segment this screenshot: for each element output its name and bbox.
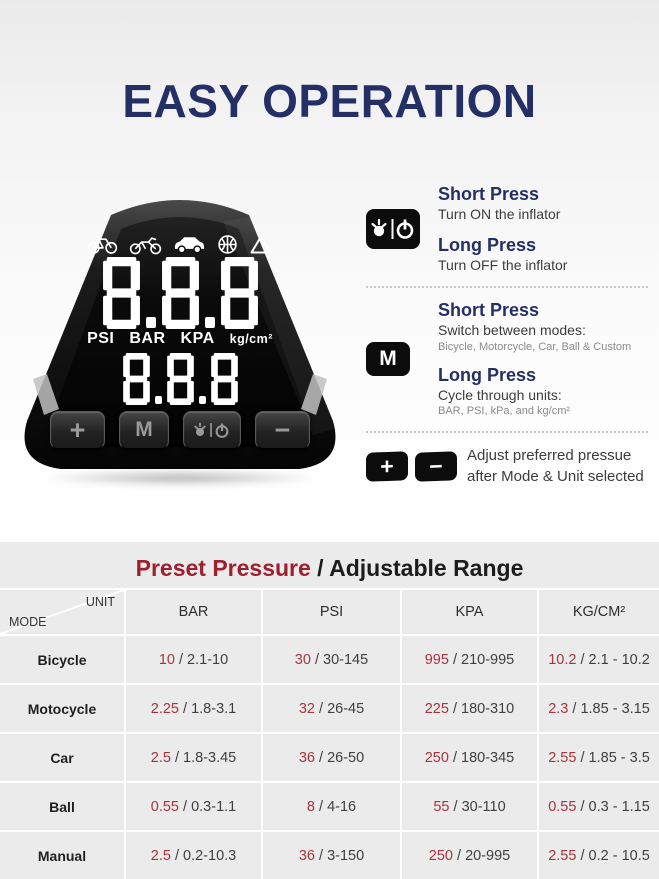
table-cell: 0.55 / 0.3-1.1 [124, 781, 261, 830]
device-button-row [15, 411, 345, 449]
dotted-divider [366, 286, 648, 288]
minus-button-icon [415, 451, 457, 481]
table-cell: 250 / 180-345 [400, 732, 537, 781]
device-mode-icons [15, 233, 345, 255]
m-glyph: M [379, 347, 397, 371]
table-cell: 2.5 / 1.8-3.45 [124, 732, 261, 781]
device-display-large [15, 257, 345, 329]
modes-list: Bicycle, Motorcycle, Car, Ball & Custom [438, 340, 632, 353]
table-cell: 55 / 30-110 [400, 781, 537, 830]
device-minus-button [255, 411, 310, 449]
col-header-bar: BAR [124, 588, 261, 634]
long-press-desc: Cycle through units: [438, 386, 562, 403]
decimal-point [199, 396, 206, 404]
seven-segment-digit [162, 257, 199, 329]
minus-glyph: − [429, 452, 443, 480]
decimal-point [205, 317, 215, 328]
plus-button-icon [366, 451, 408, 481]
device-screen [15, 183, 345, 480]
row-label-ball: Ball [0, 781, 124, 830]
decimal-point [146, 317, 156, 328]
long-press-desc: Turn OFF the inflator [438, 256, 568, 273]
short-press-heading: Short Press [438, 300, 540, 320]
table-title-rest: / Adjustable Range [310, 555, 524, 581]
dotted-divider [366, 431, 648, 433]
bicycle-icon [87, 233, 118, 255]
table-cell: 0.55 / 0.3 - 1.15 [537, 781, 659, 830]
table-cell: 36 / 26-50 [261, 732, 400, 781]
corner-unit-label: UNIT [85, 595, 115, 609]
seven-segment-digit [167, 353, 194, 405]
long-press-heading: Long Press [438, 364, 537, 385]
instruction-adjust [366, 445, 648, 489]
pressure-table [0, 588, 659, 879]
inflator-device-image [15, 183, 345, 480]
seven-segment-digit [221, 257, 258, 329]
col-header-kgcm2: KG/CM² [537, 588, 659, 634]
table-title [0, 542, 659, 582]
adjust-line2: after Mode & Unit selected [467, 468, 644, 486]
motorcycle-icon [129, 233, 162, 255]
col-header-kpa: KPA [400, 588, 537, 634]
unit-bar: BAR [129, 330, 166, 347]
device-plus-button [50, 411, 105, 449]
table-cell: 2.5 / 0.2-10.3 [124, 830, 261, 879]
plus-glyph: + [69, 414, 86, 445]
unit-psi: PSI [87, 330, 115, 347]
adjust-line1: Adjust preferred pressue [467, 446, 632, 464]
instruction-power [366, 184, 648, 274]
row-label-motocycle: Motocycle [0, 683, 124, 732]
custom-cone-icon [249, 234, 273, 255]
table-cell: 225 / 180-310 [400, 683, 537, 732]
seven-segment-digit [123, 353, 150, 405]
unit-kgcm2: kg/cm² [229, 332, 273, 346]
corner-cell [0, 588, 124, 634]
table-cell: 10 / 2.1-10 [124, 634, 261, 683]
device-units-row [15, 330, 345, 348]
table-cell: 32 / 26-45 [261, 683, 400, 732]
table-title-accent: Preset Pressure [135, 555, 311, 581]
table-cell: 2.3 / 1.85 - 3.15 [537, 683, 659, 732]
row-label-bicycle: Bicycle [0, 634, 124, 683]
short-press-heading: Short Press [438, 184, 540, 204]
corner-mode-label: MODE [9, 615, 47, 629]
table-cell: 10.2 / 2.1 - 10.2 [537, 634, 659, 683]
m-button-icon [366, 342, 410, 376]
short-press-desc: Switch between modes: [438, 322, 586, 338]
units-list: BAR, PSI, kPa, and kg/cm² [438, 405, 571, 418]
instruction-mode [366, 300, 648, 419]
table-cell: 30 / 30-145 [261, 634, 400, 683]
pressure-table-section [0, 542, 659, 879]
plus-glyph: + [380, 452, 394, 480]
long-press-heading: Long Press [438, 234, 537, 255]
seven-segment-digit [103, 257, 140, 329]
car-icon [173, 234, 206, 254]
table-cell: 36 / 3-150 [261, 830, 400, 879]
row-label-manual: Manual [0, 830, 124, 879]
minus-glyph: − [274, 414, 291, 445]
row-label-car: Car [0, 732, 124, 781]
table-cell: 2.25 / 1.8-3.1 [124, 683, 261, 732]
ball-icon [217, 234, 238, 255]
m-glyph: M [135, 418, 153, 441]
table-cell: 2.55 / 0.2 - 10.5 [537, 830, 659, 879]
table-cell: 995 / 210-995 [400, 634, 537, 683]
page-title: EASY OPERATION [122, 75, 537, 127]
unit-kpa: KPA [180, 330, 215, 347]
table-cell: 250 / 20-995 [400, 830, 537, 879]
device-light-power-button [183, 411, 241, 449]
device-mode-button [119, 411, 169, 449]
instructions-panel [366, 184, 648, 488]
table-cell: 2.55 / 1.85 - 3.5 [537, 732, 659, 781]
seven-segment-digit [211, 353, 238, 405]
decimal-point [155, 396, 162, 404]
light-power-button-icon [366, 209, 420, 249]
table-cell: 8 / 4-16 [261, 781, 400, 830]
light-power-icon [192, 420, 232, 440]
col-header-psi: PSI [261, 588, 400, 634]
device-display-small [15, 353, 345, 405]
short-press-desc: Turn ON the inflator [438, 206, 561, 222]
